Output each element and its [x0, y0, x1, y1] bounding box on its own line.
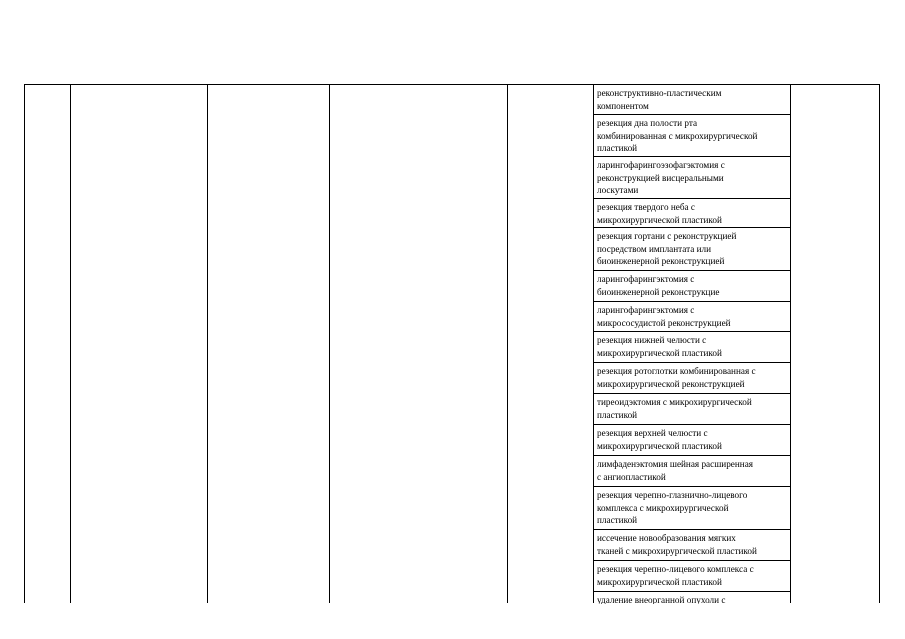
procedure-text-line: компонентом: [597, 100, 649, 111]
procedure-text-line: резекция гортани с реконструкцией: [597, 231, 737, 241]
procedure-text-line: ларингофарингоэзофагэктомия с: [597, 160, 725, 170]
procedure-text-line: реконструкцией висцеральными: [597, 172, 724, 183]
procedure-row: [594, 592, 791, 604]
procedure-text-line: тканей с микрохирургической пластикой: [597, 545, 757, 556]
procedure-text-line: биоинженерной реконструкцие: [597, 286, 720, 297]
procedure-text-line: микрохирургической пластикой: [597, 214, 722, 225]
procedure-row: [594, 425, 791, 456]
procedure-row: [594, 228, 791, 271]
procedure-text-line: пластикой: [597, 143, 638, 154]
procedure-text-line: микрохирургической пластикой: [597, 347, 722, 358]
column-divider: [207, 85, 208, 603]
procedure-row: [594, 85, 791, 115]
procedure-text-line: комбинированная с микрохирургической: [597, 130, 758, 141]
procedure-text-line: резекция черепно-глазнично-лицевого: [597, 490, 748, 500]
procedure-text-line: биоинженерной реконструкцией: [597, 256, 725, 267]
procedure-row: [594, 199, 791, 228]
procedure-text-line: резекция нижней челюсти с: [597, 335, 707, 345]
procedure-text-line: тиреоидэктомия с микрохирургической: [597, 397, 752, 407]
column-divider: [507, 85, 508, 603]
procedure-text-line: резекция твердого неба с: [597, 202, 695, 212]
procedure-text-line: с ангиопластикой: [597, 471, 666, 482]
procedure-text-line: резекция ротоглотки комбинированная с: [597, 366, 756, 376]
procedure-text-line: посредством имплантата или: [597, 243, 712, 254]
procedure-text-line: лоскутами: [597, 185, 639, 196]
procedure-text-line: микрохирургической пластикой: [597, 576, 722, 587]
procedure-row: [594, 456, 791, 487]
medical-procedures-table: [24, 84, 880, 603]
procedure-text-line: микрососудистой реконструкцией: [597, 317, 731, 328]
procedure-text-line: удаление внеорганной опухоли с: [597, 595, 726, 604]
procedure-row: [594, 561, 791, 592]
procedure-text-line: ларингофарингэктомия с: [597, 305, 695, 315]
procedure-row: [594, 332, 791, 363]
procedure-text-line: резекция дна полости рта: [597, 118, 698, 128]
procedure-text-line: резекция черепно-лицевого комплекса с: [597, 564, 754, 574]
procedure-text-line: лимфаденэктомия шейная расширенная: [597, 459, 754, 469]
procedure-text-line: реконструктивно-пластическим: [597, 88, 722, 98]
procedure-text-line: резекция верхней челюсти с: [597, 428, 708, 438]
procedure-text-line: иссечение новообразования мягких: [597, 533, 736, 543]
procedure-row: [594, 530, 791, 561]
procedure-row: [594, 487, 791, 530]
procedure-row: [594, 115, 791, 157]
procedure-text-line: микрохирургической пластикой: [597, 440, 722, 451]
procedure-text-line: пластикой: [597, 515, 638, 526]
procedure-text-line: микрохирургической реконструкцией: [597, 378, 745, 389]
column-divider: [70, 85, 71, 603]
procedure-row: [594, 157, 791, 199]
procedure-row: [594, 363, 791, 394]
procedure-row: [594, 302, 791, 332]
procedure-row: [594, 394, 791, 425]
column-divider: [329, 85, 330, 603]
procedure-list: [594, 85, 791, 604]
procedure-text-line: комплекса с микрохирургической: [597, 502, 729, 513]
procedure-row: [594, 271, 791, 302]
procedure-text-line: ларингофарингэктомия с: [597, 274, 695, 284]
procedure-text-line: пластикой: [597, 409, 638, 420]
